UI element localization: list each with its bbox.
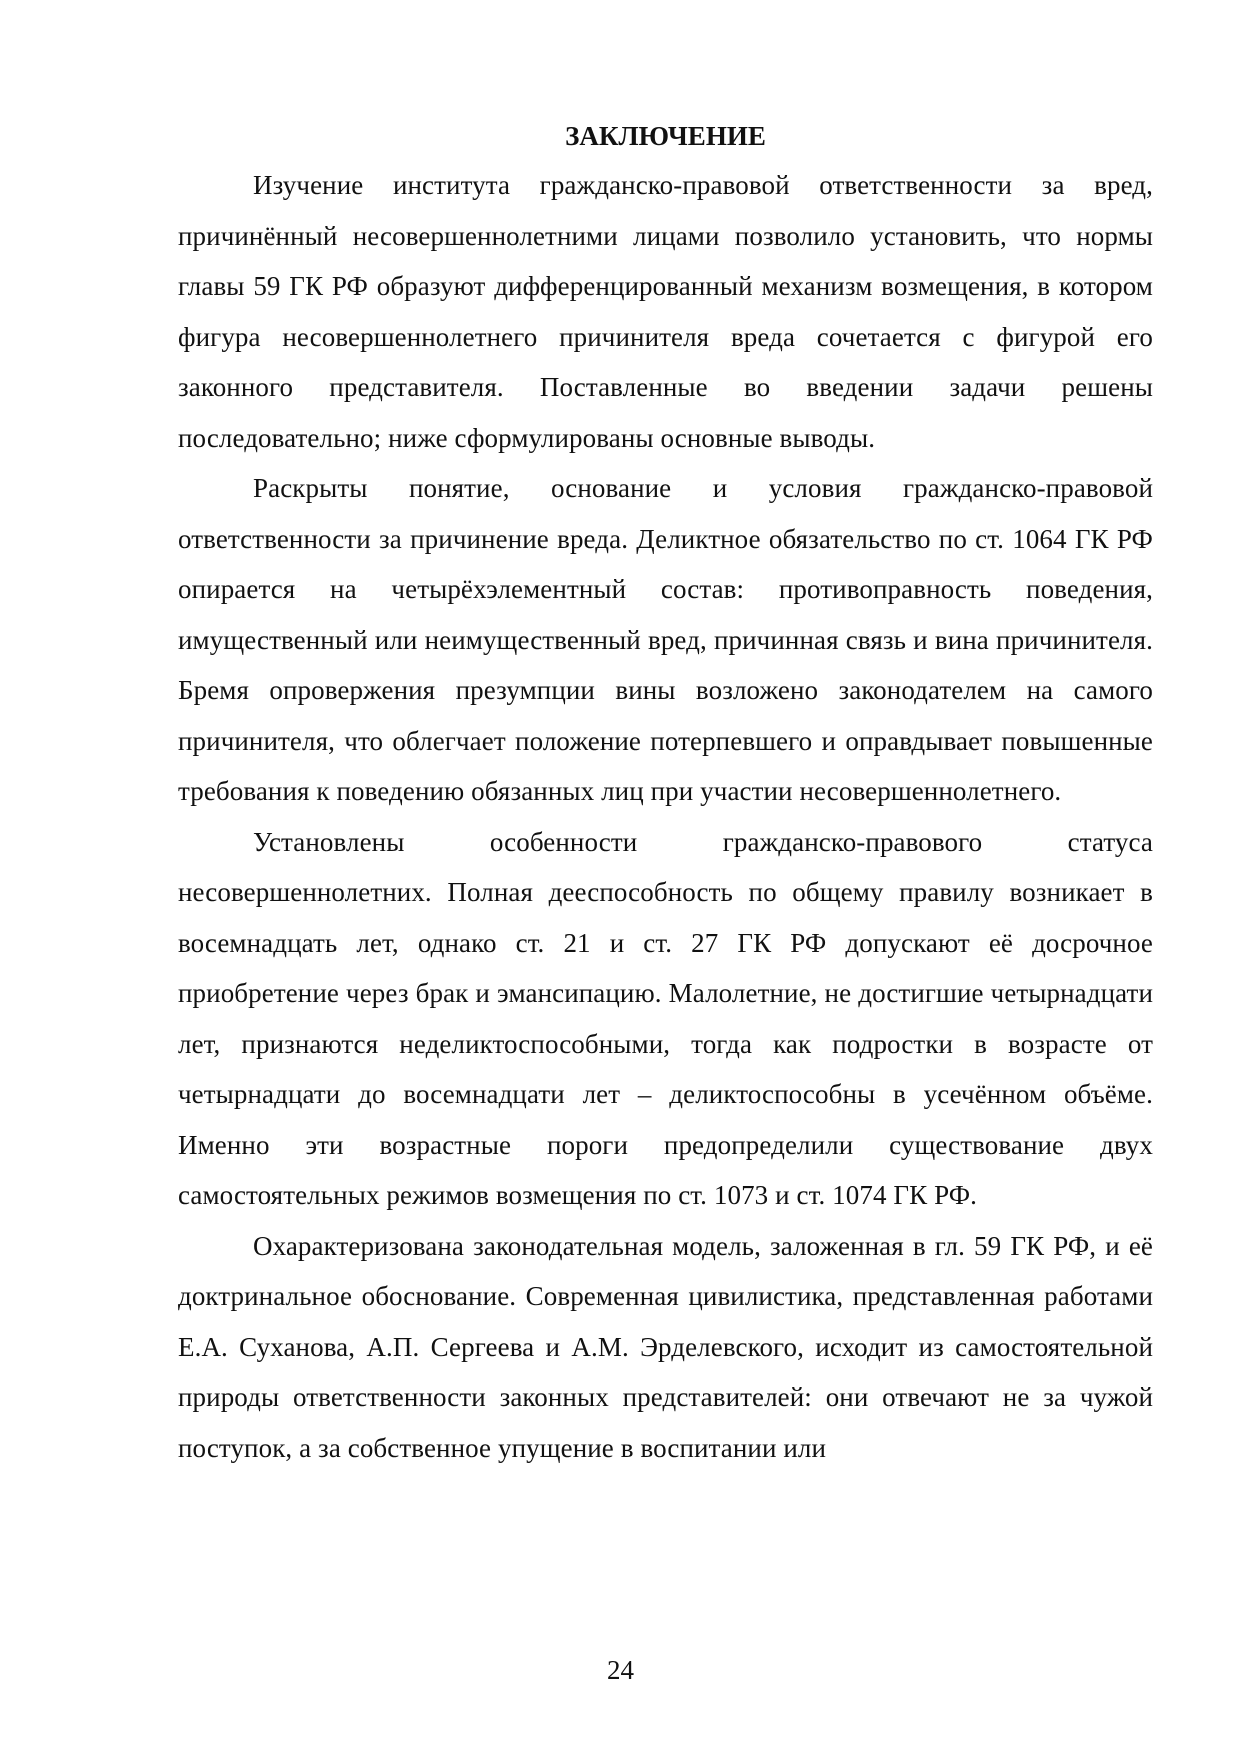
section-heading: ЗАКЛЮЧЕНИЕ bbox=[565, 121, 766, 151]
paragraph-3: Установлены особенности гражданско-правового статуса несовершеннолетних. Полная дееспособность по общему правилу возникает в восемнадцать лет, однако ст. 21 и ст. 27 ГК РФ допускают её досрочное приобретение через брак и эмансипацию. Малолетние, не достигшие четырнадцати лет, признаются неделиктоспособными, тогда как подростки в возрасте от четырнадцати до восемнадцати лет – деликтоспособны в усечённом объёме. Именно эти возрастные пороги предопределили существование двух самостоятельных режимов возмещения по ст. 1073 и ст. 1074 ГК РФ. bbox=[178, 826, 1153, 1210]
body-text bbox=[178, 160, 1153, 1473]
page-number: 24 bbox=[607, 1655, 634, 1685]
paragraph-4: Охарактеризована законодательная модель, заложенная в гл. 59 ГК РФ, и её доктринальное обоснование. Современная цивилистика, представленная работами Е.А. Суханова, А.П. Сергеева и А.М. Эрделевского, исходит из самостоятельной природы ответственности законных представителей: они отвечают не за чужой поступок, а за собственное упущение в воспитании или bbox=[178, 1230, 1153, 1463]
paragraph-2: Раскрыты понятие, основание и условия гражданско-правовой ответственности за причинение вреда. Деликтное обязательство по ст. 1064 ГК РФ опирается на четырёхэлементный состав: противоправность поведения, имущественный или неимущественный вред, причинная связь и вина причинителя. Бремя опровержения презумпции вины возложено законодателем на самого причинителя, что облегчает положение потерпевшего и оправдывает повышенные требования к поведению обязанных лиц при участии несовершеннолетнего. bbox=[178, 473, 1153, 806]
paragraph-1: Изучение института гражданско-правовой ответственности за вред, причинённый несовершеннолетними лицами позволило установить, что нормы главы 59 ГК РФ образуют дифференцированный механизм возмещения, в котором фигура несовершеннолетнего причинителя вреда сочетается с фигурой его законного представителя. Поставленные во введении задачи решены последовательно; ниже сформулированы основные выводы. bbox=[178, 170, 1153, 453]
